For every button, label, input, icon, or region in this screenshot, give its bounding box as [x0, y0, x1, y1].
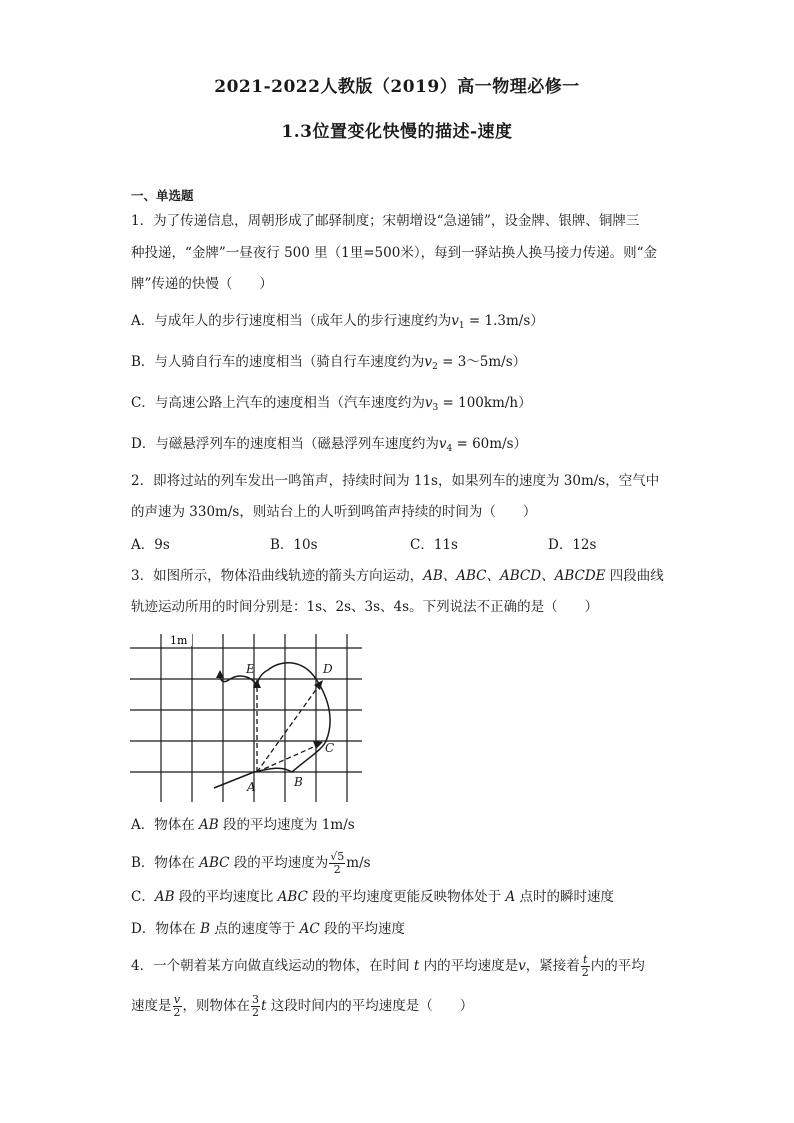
q2-option-d: D．12s [548, 537, 597, 553]
q1-line-2: 种投递，“金牌”一昼夜行 500 里（1里=500米），每到一驿站换人换马接力传递。则“金 [131, 245, 657, 261]
q3-line-1: 3．如图所示，物体沿曲线轨迹的箭头方向运动，AB、ABC、ABCD、ABCDE 四段曲线 [131, 568, 664, 584]
point-label-d: D [323, 662, 333, 676]
q2-line-2: 的声速为 330m/s，则站台上的人听到鸣笛声持续的时间为（ ） [131, 504, 537, 520]
q1-option-d: D．与磁悬浮列车的速度相当（磁悬浮列车速度约为$v_4 = 60m/s$） [131, 436, 528, 454]
q1-line-3: 牌”传递的快慢（ ） [131, 276, 273, 292]
point-label-a: A [247, 780, 256, 794]
section-heading: 一、单选题 [131, 188, 194, 203]
q1-option-c: C．与高速公路上汽车的速度相当（汽车速度约为$v_3 = 100km/h$） [131, 395, 532, 413]
fraction-v-over-2: $\frac{v}{2}$ [173, 993, 181, 1019]
q3-option-b: B．物体在 ABC 段的平均速度为 $\frac{√5}{2}$ m/s [131, 850, 371, 876]
page-subtitle: 1.3位置变化快慢的描述-速度 [281, 122, 513, 142]
q4-line-1: 4．一个朝着某方向做直线运动的物体，在时间 t 内的平均速度是v，紧接着 $\frac{t}{2}$ 内的平均 [131, 953, 645, 979]
q2-option-c: C．11s [410, 537, 458, 553]
q2-line-1: 2．即将过站的列车发出一鸣笛声，持续时间为 11s，如果列车的速度为 30m/s，空气中 [131, 473, 660, 489]
point-label-b: B [294, 775, 303, 789]
q2-option-a: A．9s [131, 537, 170, 553]
q1-line-1: 1．为了传递信息，周朝形成了邮驿制度；宋朝增设“急递铺”，设金牌、银牌、铜牌三 [131, 213, 640, 229]
fraction-t-over-2: $\frac{t}{2}$ [581, 953, 589, 979]
page-title: 2021-2022人教版（2019）高一物理必修一 [214, 77, 580, 97]
q2-option-b: B．10s [270, 537, 318, 553]
fraction-3-over-2: $\frac{3}{2}$ [252, 993, 259, 1019]
q3-line-2: 轨迹运动所用的时间分别是：1s、2s、3s、4s。下列说法不正确的是（ ） [131, 599, 599, 615]
q1-option-a: A．与成年人的步行速度相当（成年人的步行速度约为$v_1 = 1.3m/s$） [131, 313, 544, 331]
q4-line-2: 速度是 $\frac{v}{2}$ ，则物体在 $\frac{3}{2}$ t 这段时间内的平均速度是（ ） [131, 993, 474, 1019]
q3-option-d: D．物体在 B 点的速度等于 AC 段的平均速度 [131, 921, 406, 937]
point-label-e: E [246, 662, 255, 676]
q1-option-b: B．与人骑自行车的速度相当（骑自行车速度约为$v_2$ = 3～5m/s） [131, 354, 527, 372]
scale-label: 1m [170, 634, 188, 647]
trajectory-curve [214, 663, 330, 788]
trajectory-figure [130, 630, 370, 808]
fraction-sqrt5-over-2: $\frac{√5}{2}$ [330, 850, 345, 876]
point-label-c: C [325, 741, 335, 755]
grid [130, 634, 362, 802]
q3-option-a: A．物体在 AB 段的平均速度为 1m/s [131, 817, 355, 833]
displacement-arrows [257, 684, 320, 772]
q3-option-c: C．AB 段的平均速度比 ABC 段的平均速度更能反映物体处于 A 点时的瞬时速度 [131, 889, 614, 905]
